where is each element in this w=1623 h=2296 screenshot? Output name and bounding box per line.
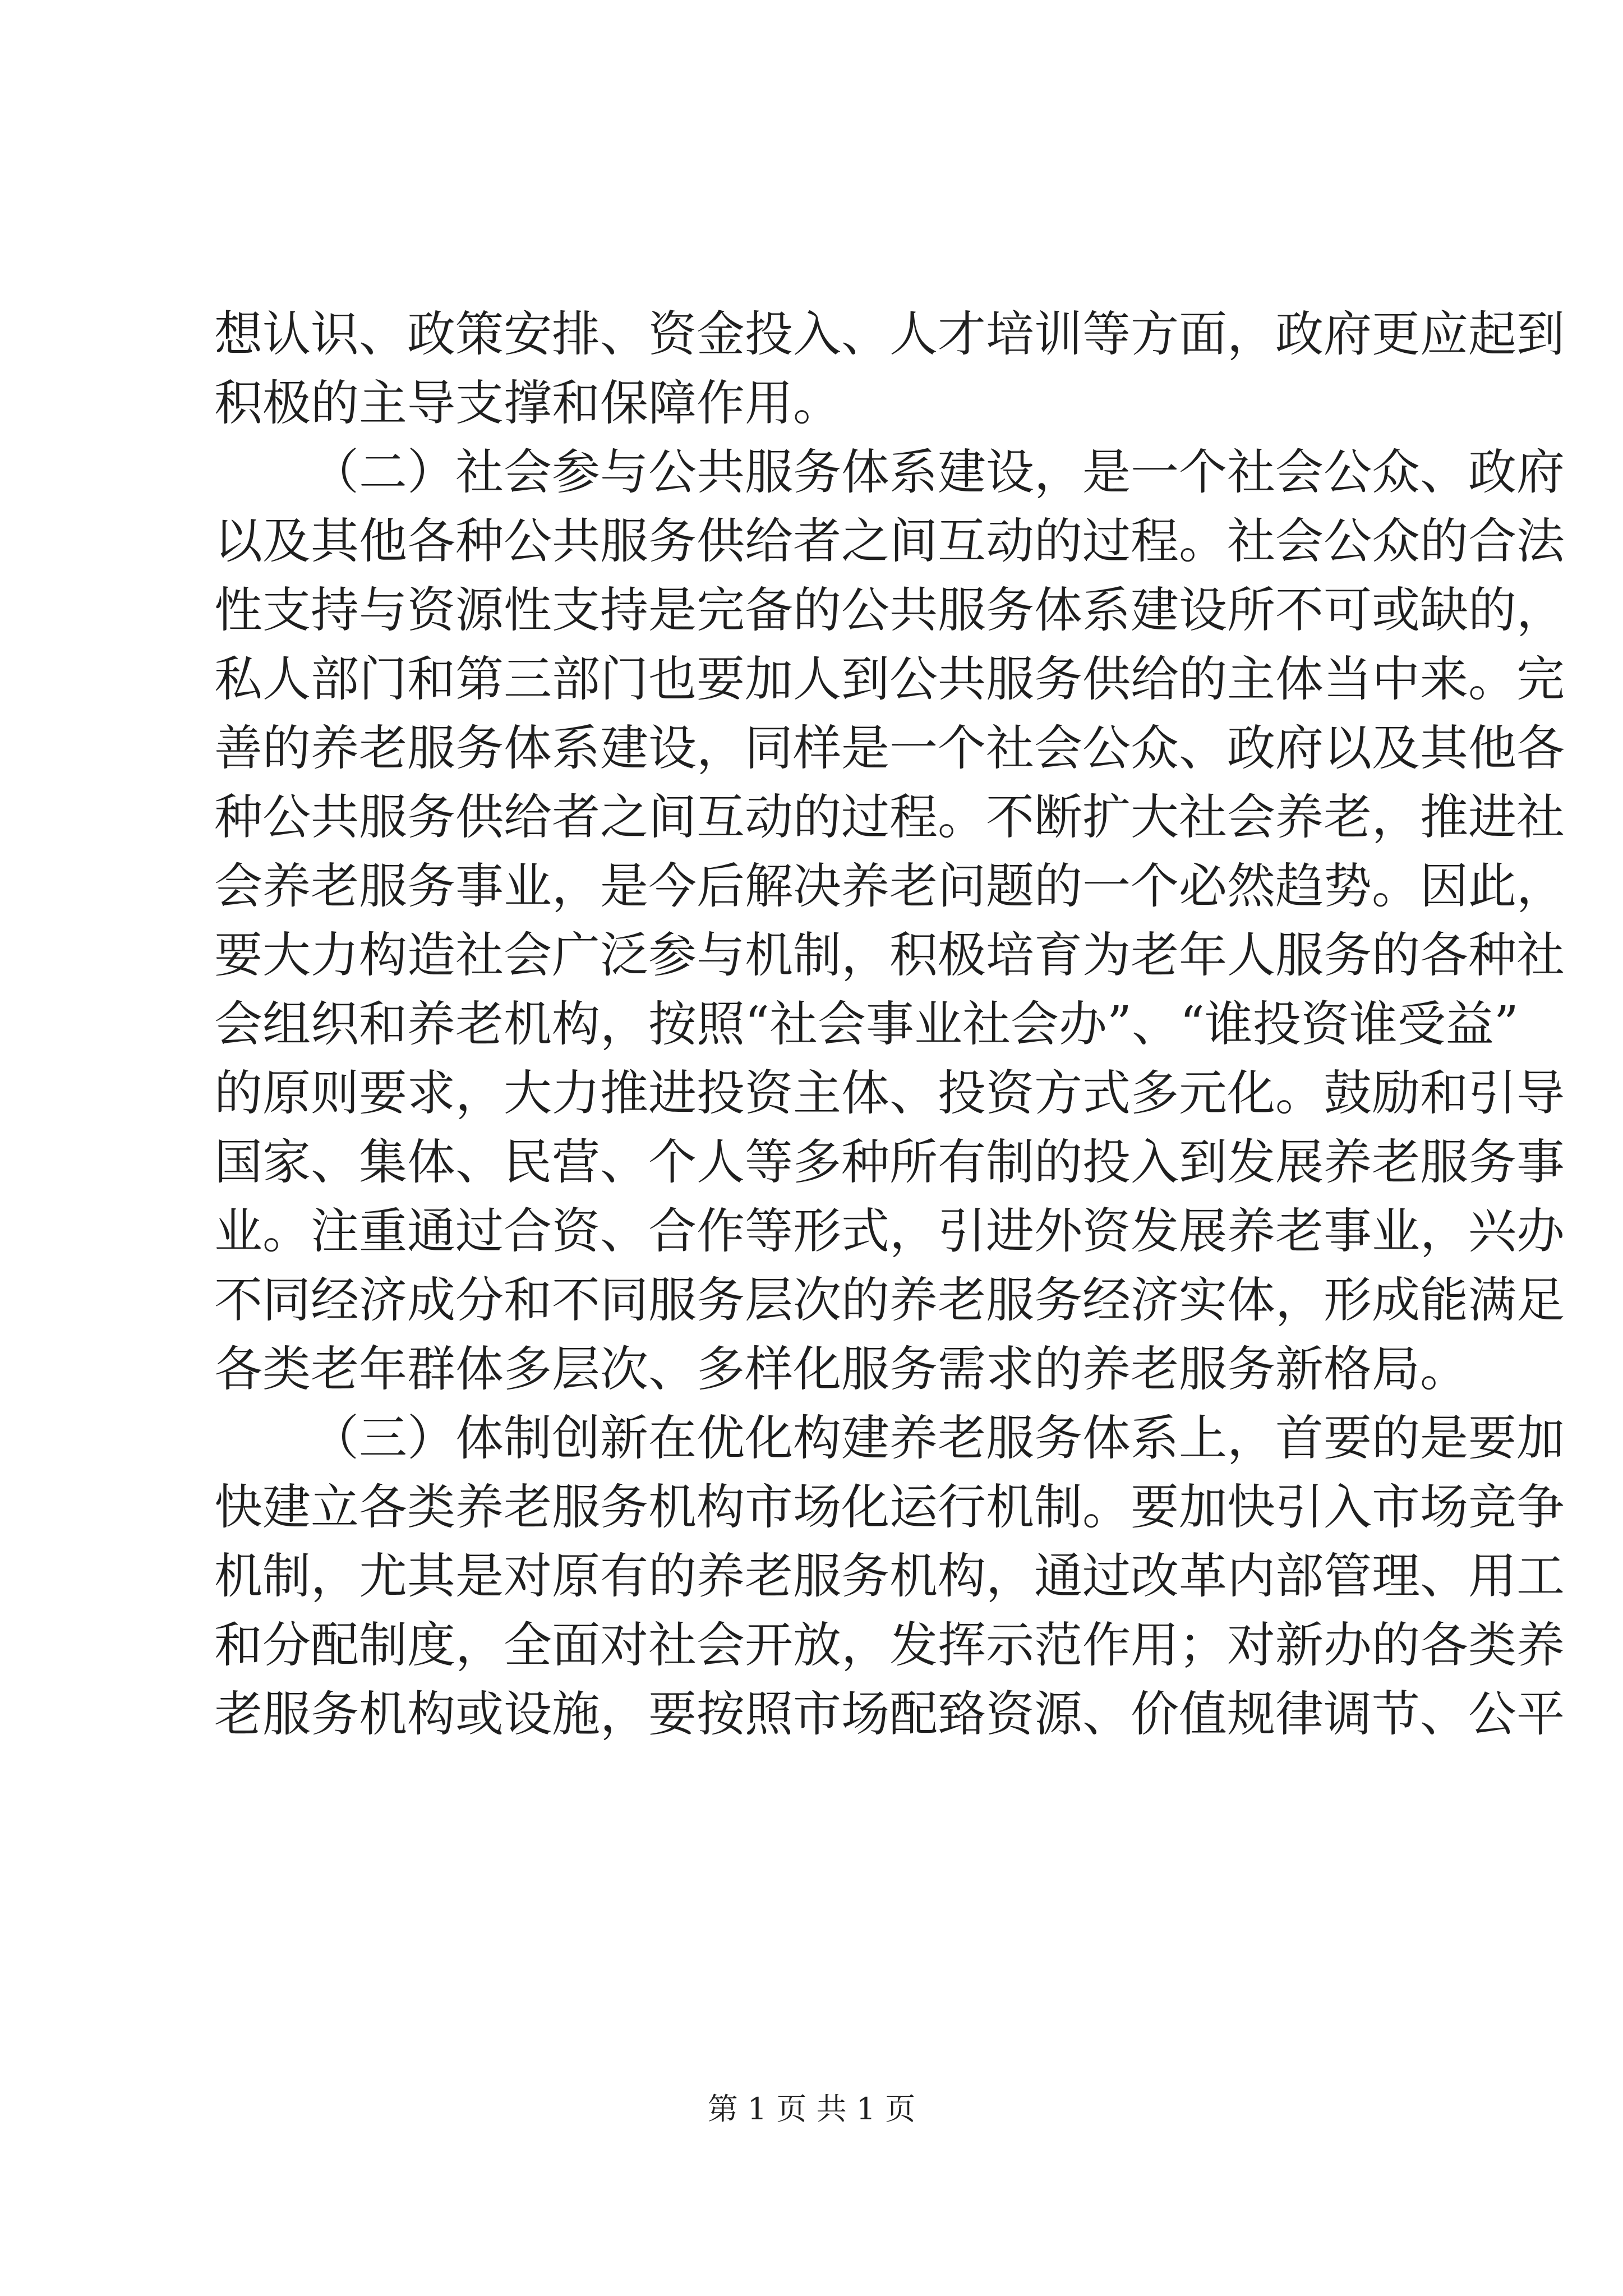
text-line: 善的养老服务体系建设，同样是一个社会公众、政府以及其他各 (214, 720, 1565, 776)
text-line: 的原则要求，大力推进投资主体、投资方式多元化。鼓励和引导 (214, 1065, 1565, 1121)
text-line: 各类老年群体多层次、多样化服务需求的养老服务新格局。 (214, 1341, 1468, 1397)
text-line: 私人部门和第三部门也要加人到公共服务供给的主体当中来。完 (214, 651, 1565, 707)
text-line: 机制，尤其是对原有的养老服务机构，通过改革内部管理、用工 (214, 1548, 1565, 1604)
text-line: 要大力构造社会广泛参与机制，积极培育为老年人服务的各种社 (214, 927, 1565, 983)
page-footer: 第 1 页 共 1 页 (707, 2091, 916, 2127)
text-line: 想认识、政策安排、资金投入、人才培训等方面，政府更应起到 (214, 306, 1565, 362)
text-line: 业。注重通过合资、合作等形式，引进外资发展养老事业，兴办 (214, 1203, 1565, 1259)
body-text (214, 300, 1565, 1749)
text-line: 性支持与资源性支持是完备的公共服务体系建设所不可或缺的， (214, 582, 1565, 638)
text-line: （三）体制创新在优化构建养老服务体系上，首要的是要加 (311, 1410, 1565, 1466)
text-line: 老服务机构或设施，要按照市场配臵资源、价值规律调节、公平 (214, 1686, 1565, 1742)
text-line: 不同经济成分和不同服务层次的养老服务经济实体，形成能满足 (214, 1272, 1565, 1328)
text-line: 国家、集体、民营、个人等多种所有制的投入到发展养老服务事 (214, 1134, 1565, 1190)
text-line: 快建立各类养老服务机构市场化运行机制。要加快引入市场竞争 (214, 1479, 1565, 1535)
text-line: 积极的主导支撑和保障作用。 (214, 375, 841, 431)
text-line: 会养老服务事业，是今后解决养老问题的一个必然趋势。因此， (214, 858, 1565, 914)
text-line: 种公共服务供给者之间互动的过程。不断扩大社会养老，推进社 (214, 789, 1565, 845)
text-line: 会组织和养老机构，按照“社会事业社会办”、“谁投资谁受益” (214, 996, 1519, 1052)
text-line: 和分配制度，全面对社会开放，发挥示范作用；对新办的各类养 (214, 1617, 1565, 1673)
text-line: （二）社会参与公共服务体系建设，是一个社会公众、政府 (311, 444, 1565, 500)
text-line: 以及其他各种公共服务供给者之间互动的过程。社会公众的合法 (214, 513, 1565, 569)
